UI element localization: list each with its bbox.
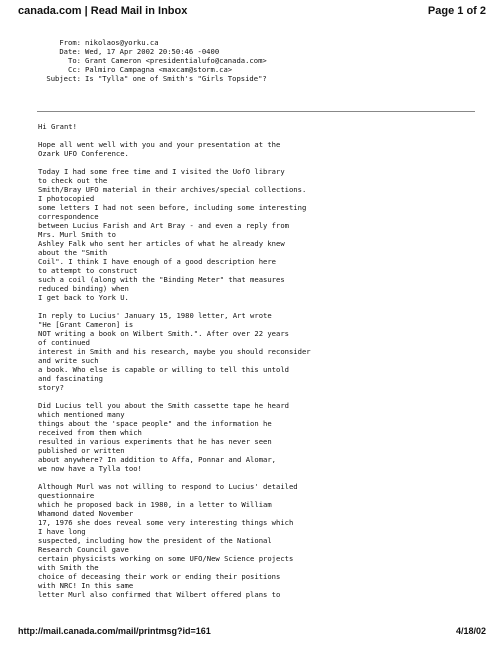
body-line: Whamond dated November <box>38 509 134 518</box>
body-line: Ozark UFO Conference. <box>38 149 129 158</box>
body-line: correspondence <box>38 212 99 221</box>
header-field-row <box>37 65 267 74</box>
body-line: Although Murl was not willing to respond to Lucius' detailed <box>38 482 298 491</box>
body-line: "He [Grant Cameron] is <box>38 320 134 329</box>
header-field-value: Wed, 17 Apr 2002 20:50:46 -0400 <box>85 47 220 56</box>
header-field-key: To: <box>68 56 81 65</box>
body-line: In reply to Lucius' January 15, 1980 letter, Art wrote <box>38 311 272 320</box>
body-paragraph <box>38 401 478 473</box>
body-line: letter Murl also confirmed that Wilbert offered plans to <box>38 590 281 599</box>
body-paragraph <box>38 122 478 131</box>
body-line: I photocopied <box>38 194 95 203</box>
body-line: about anywhere? In addition to Affa, Ponnar and Alomar, <box>38 455 276 464</box>
body-line: received from them which <box>38 428 142 437</box>
header-field-value: Is "Tylla" one of Smith's "Girls Topside"? <box>85 74 267 83</box>
body-line: to check out the <box>38 176 108 185</box>
page-number: Page 1 of 2 <box>427 5 486 17</box>
print-header-title: canada.com | Read Mail in Inbox <box>18 5 188 17</box>
body-line: and fascinating <box>38 374 103 383</box>
email-body <box>38 122 478 608</box>
body-line: 17, 1976 she does reveal some very interesting things which <box>38 518 294 527</box>
header-field-row <box>37 47 267 56</box>
body-line: Research Council gave <box>38 545 129 554</box>
body-line: which he proposed back in 1980, in a letter to William <box>38 500 272 509</box>
header-field-value: Palmiro Campagna <maxcam@storm.ca> <box>85 65 233 74</box>
body-line: suspected, including how the president of the National <box>38 536 272 545</box>
body-line: certain physicists working on some UFO/New Science projects <box>38 554 294 563</box>
header-field-value: nikolaos@yorku.ca <box>85 38 159 47</box>
header-field-key: Subject: <box>46 74 81 83</box>
body-line: Today I had some free time and I visited the UofO library <box>38 167 285 176</box>
body-line: between Lucius Farish and Art Bray - and even a reply from <box>38 221 289 230</box>
body-line: of continued <box>38 338 90 347</box>
body-paragraph <box>38 482 478 599</box>
footer-url: http://mail.canada.com/mail/printmsg?id=161 <box>18 626 211 636</box>
footer-date: 4/18/02 <box>455 626 486 636</box>
body-line: story? <box>38 383 64 392</box>
header-field-row <box>37 74 267 83</box>
header-field-key: Cc: <box>68 65 81 74</box>
email-headers <box>37 38 267 83</box>
body-line: interest in Smith and his research, maybe you should reconsider <box>38 347 311 356</box>
header-field-key: From: <box>59 38 81 47</box>
body-line: Coil". I think I have enough of a good description here <box>38 257 276 266</box>
body-line: a book. Who else is capable or willing to tell this untold <box>38 365 289 374</box>
body-line: to attempt to construct <box>38 266 138 275</box>
body-line: Mrs. Murl Smith to <box>38 230 116 239</box>
body-line: resulted in various experiments that he has never seen <box>38 437 272 446</box>
header-field-key: Date: <box>59 47 81 56</box>
body-line: NOT writing a book on Wilbert Smith.". After over 22 years <box>38 329 289 338</box>
body-line: which mentioned many <box>38 410 125 419</box>
body-line: Hi Grant! <box>38 122 77 131</box>
body-line: with NRC! In this same <box>38 581 134 590</box>
body-line: published or written <box>38 446 125 455</box>
body-paragraph <box>38 167 478 302</box>
header-field-row <box>37 56 267 65</box>
body-line: such a coil (along with the "Binding Meter" that measures <box>38 275 285 284</box>
header-field-row <box>37 38 267 47</box>
body-line: some letters I had not seen before, including some interesting <box>38 203 307 212</box>
body-line: and write such <box>38 356 99 365</box>
body-line: with Smith the <box>38 563 99 572</box>
body-line: reduced binding) when <box>38 284 129 293</box>
body-line: Hope all went well with you and your presentation at the <box>38 140 281 149</box>
body-line: we now have a Tylla too! <box>38 464 142 473</box>
body-line: things about the 'space people" and the information he <box>38 419 272 428</box>
body-line: questionnaire <box>38 491 95 500</box>
body-line: Did Lucius tell you about the Smith cassette tape he heard <box>38 401 289 410</box>
body-line: about the "Smith <box>38 248 108 257</box>
body-paragraph <box>38 140 478 158</box>
header-divider <box>37 111 475 112</box>
body-line: I have long <box>38 527 86 536</box>
body-line: I get back to York U. <box>38 293 129 302</box>
body-line: choice of deceasing their work or ending their positions <box>38 572 281 581</box>
header-field-value: Grant Cameron <presidentialufo@canada.com> <box>85 56 267 65</box>
body-paragraph <box>38 311 478 392</box>
body-line: Smith/Bray UFO material in their archives/special collections. <box>38 185 307 194</box>
body-line: Ashley Falk who sent her articles of what he already knew <box>38 239 285 248</box>
